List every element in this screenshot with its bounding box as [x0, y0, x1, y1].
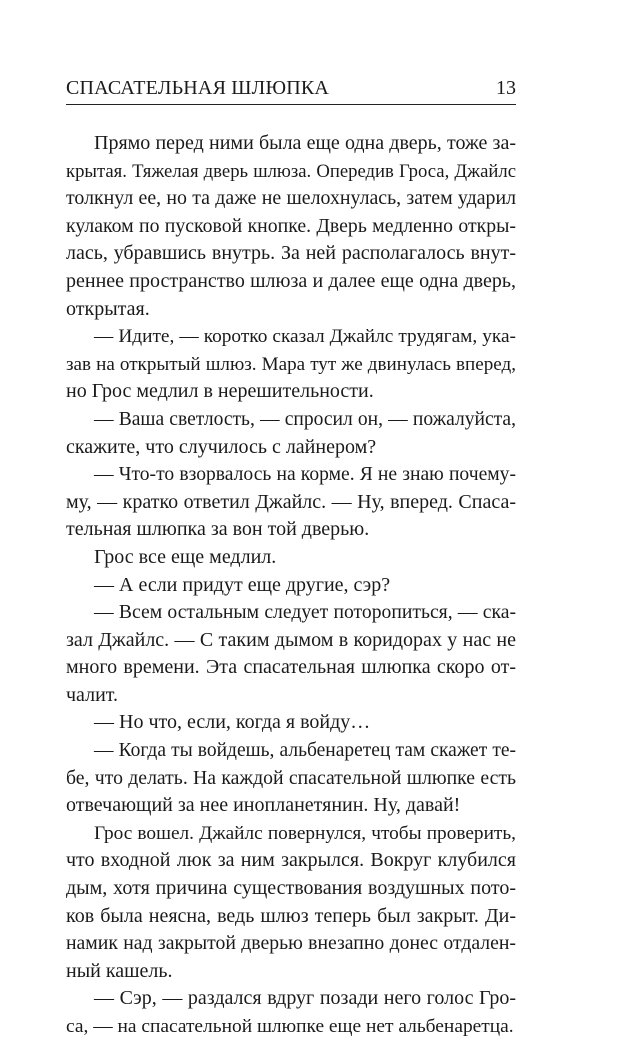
text-line: но Грос медлил в нерешительности.	[66, 380, 374, 403]
text-line: — А если придут еще другие, сэр?	[94, 573, 391, 596]
text-line: дым, хотя причина существования воздушных пото-	[66, 877, 516, 900]
paragraph	[66, 820, 516, 986]
text-line: скажите, что случилось с лайнером?	[66, 435, 377, 458]
text-line: открытая.	[66, 297, 150, 320]
text-line: лась, убравшись внутрь. За ней располагалось внут-	[66, 242, 516, 265]
text-line: — Но что, если, когда я войду…	[94, 711, 371, 734]
paragraph	[66, 599, 516, 709]
text-line: — Идите, — коротко сказал Джайлс трудягам, ука-	[94, 326, 516, 348]
text-line: толкнул ее, но та даже не шелохнулась, затем ударил	[66, 187, 516, 210]
text-line: — Ваша светлость, — спросил он, — пожалуйста,	[94, 408, 516, 430]
body-text	[66, 130, 516, 1041]
text-line: зав на открытый шлюз. Мара тут же двинулась вперед,	[66, 353, 516, 375]
paragraph	[66, 461, 516, 544]
text-line: му, — кратко ответил Джайлс. — Ну, вперед. Спаса-	[66, 490, 516, 513]
text-line: зал Джайлс. — С таким дымом в коридорах у нас не	[66, 628, 516, 651]
text-line: кулаком по пусковой кнопке. Дверь медленно откры-	[66, 214, 516, 237]
paragraph	[66, 985, 516, 1040]
text-line: — Сэр, — раздался вдруг позади него голос Гро-	[94, 987, 516, 1010]
text-line: са, — на спасательной шлюпке еще нет альбенаретца.	[66, 1016, 514, 1037]
text-line: намик над закрытой дверью внезапно донес отдален-	[66, 932, 516, 955]
paragraph	[66, 323, 516, 406]
text-line: — Когда ты войдешь, альбенаретец там скажет те-	[94, 740, 516, 762]
running-head	[66, 74, 516, 102]
text-line: ный кашель.	[66, 959, 173, 982]
text-line: — Всем остальным следует поторопиться, — ска-	[94, 601, 516, 624]
text-line: Грос вошел. Джайлс повернулся, чтобы проверить,	[94, 822, 516, 844]
running-title: СПАСАТЕЛЬНАЯ ШЛЮПКА	[66, 77, 330, 99]
text-line: реннее пространство шлюза и далее еще одна дверь,	[66, 269, 516, 292]
text-line: Грос все еще медлил.	[94, 545, 277, 568]
text-line: тельная шлюпка за вон той дверью.	[66, 518, 370, 541]
page-number: 13	[496, 77, 516, 99]
paragraph	[66, 406, 516, 461]
text-line: ков была неясна, ведь шлюз теперь был закрыт. Ди-	[66, 904, 516, 927]
header-rule	[66, 104, 516, 105]
paragraph	[66, 544, 516, 572]
paragraph	[66, 709, 516, 737]
text-line: много времени. Эта спасательная шлюпка скоро от-	[66, 656, 516, 679]
text-line: бе, что делать. На каждой спасательной шлюпке есть	[66, 766, 516, 789]
paragraph	[66, 130, 516, 323]
text-line: крытая. Тяжелая дверь шлюза. Опередив Гроса, Джайлс	[66, 160, 516, 182]
paragraph	[66, 572, 516, 600]
text-line: Прямо перед ними была еще одна дверь, тоже за-	[94, 132, 516, 154]
text-line: чалит.	[66, 683, 119, 706]
paragraph	[66, 737, 516, 820]
text-line: что входной люк за ним закрылся. Вокруг клубился	[66, 849, 516, 872]
text-line: отвечающий за нее инопланетянин. Ну, давай!	[66, 794, 461, 817]
text-line: — Что-то взорвалось на корме. Я не знаю почему-	[94, 464, 516, 486]
